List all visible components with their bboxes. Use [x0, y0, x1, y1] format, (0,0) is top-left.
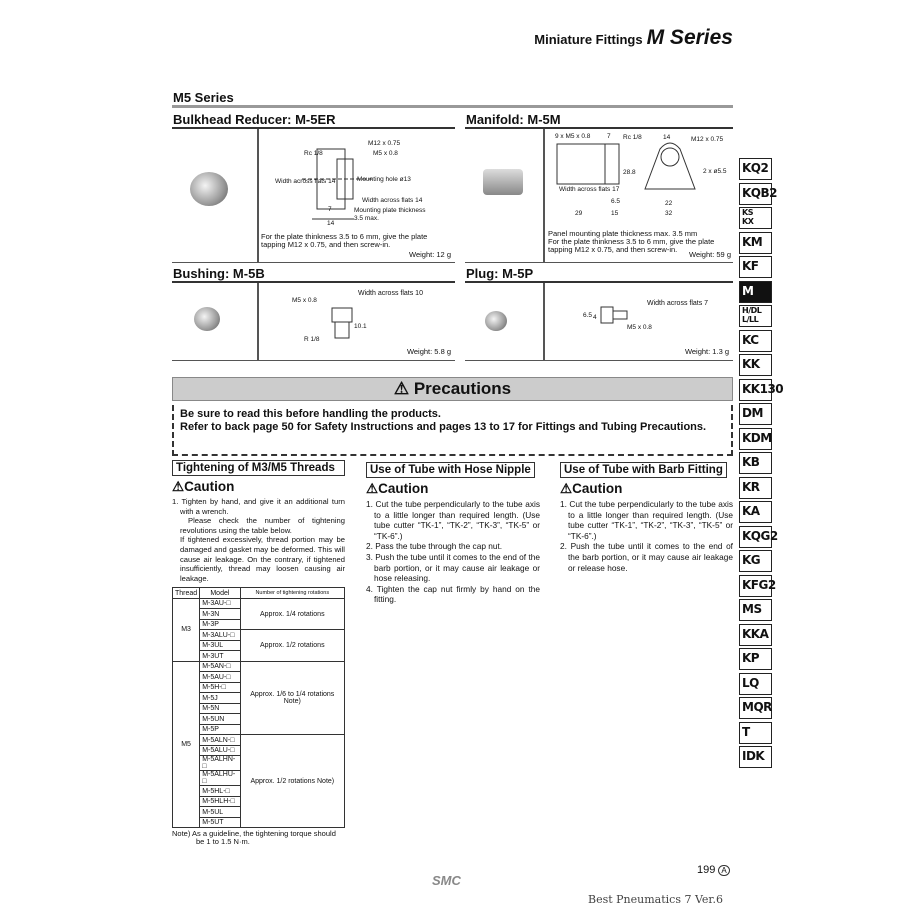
tab-kb[interactable]: KB — [739, 452, 772, 474]
caution-item: 1. Cut the tube perpendicularly to the tube axis to a little longer than required length. (Use tube cutter “TK-1”, “TK-2”, “TK-3”, “TK-5” or “TK-6”.) — [560, 499, 733, 541]
product-title-manifold: Manifold: M-5M — [466, 112, 561, 127]
caution-item: 1. Cut the tube perpendicularly to the tube axis to a little longer than required length. (Use tube cutter “TK-1”, “TK-2”, “TK-3”, “TK-5” or “TK-6”.) — [366, 499, 540, 541]
caution-item: 1. Tighten by hand, and give it an additional turn with a wrench. — [172, 497, 345, 516]
tab-kr[interactable]: KR — [739, 477, 772, 499]
svg-text:Mounting hole ø13: Mounting hole ø13 — [357, 176, 411, 183]
model-cell: M-5ALU-□ — [200, 745, 240, 756]
intro-line: Refer to back page 50 for Safety Instructions and pages 13 to 17 for Fittings and Tubing Precautions. — [180, 421, 707, 433]
tab-kdm[interactable]: KDM — [739, 428, 772, 450]
column-tightening — [172, 460, 345, 846]
width-across-flats-label: Width across flats 7 — [647, 300, 709, 307]
table-row — [173, 661, 345, 672]
product-note: For the plate thinkness 3.5 to 6 mm, give the plate tapping M12 x 0.75, and then screw-in. — [548, 237, 715, 254]
warning-icon: ⚠ — [560, 481, 573, 496]
product-panel-plug — [465, 283, 733, 361]
svg-text:9 x M5 x 0.8: 9 x M5 x 0.8 — [555, 133, 591, 140]
divider — [257, 283, 259, 360]
thread-cell: M5 — [173, 661, 200, 828]
dimension-drawing — [575, 293, 730, 338]
product-weight: Weight: 12 g — [409, 250, 451, 259]
product-title-bushing: Bushing: M-5B — [173, 266, 265, 281]
caution-heading: ⚠Caution — [366, 481, 429, 496]
svg-text:M12 x 0.75: M12 x 0.75 — [691, 136, 724, 143]
caution-item: 3. Push the tube until it comes to the end of the barb portion, or it may cause air leakage or hose releasing. — [366, 551, 540, 584]
column-title: Tightening of M3/M5 Threads — [172, 460, 345, 476]
rotation-cell: Approx. 1/2 rotations Note) — [240, 735, 344, 828]
column-title: Use of Tube with Barb Fitting — [560, 462, 727, 478]
model-cell: M-3ALU-□ — [200, 630, 240, 641]
svg-text:6.5: 6.5 — [583, 312, 593, 319]
tab-kf[interactable]: KF — [739, 256, 772, 278]
svg-text:15: 15 — [611, 210, 619, 217]
svg-text:M5 x 0.8: M5 x 0.8 — [627, 324, 652, 331]
product-note: Panel mounting plate thickness max. 3.5 mm — [548, 229, 698, 238]
tab-dm[interactable]: DM — [739, 403, 772, 425]
model-cell: M-5UL — [200, 807, 240, 818]
divider — [543, 283, 545, 360]
svg-text:7: 7 — [328, 206, 332, 213]
tab-ks-kx[interactable]: KS KX — [739, 207, 772, 229]
tab-kk[interactable]: KK — [739, 354, 772, 376]
product-photo — [483, 169, 523, 195]
rotation-cell: Approx. 1/6 to 1/4 rotations Note) — [240, 661, 344, 735]
product-note: For the plate thinkness 3.5 to 6 mm, give the plate tapping M12 x 0.75, and then screw-in. — [261, 232, 428, 249]
header-series: M Series — [646, 26, 733, 49]
page-header — [534, 26, 733, 50]
model-cell: M-5HL-□ — [200, 786, 240, 797]
warning-icon: ⚠ — [172, 479, 185, 494]
model-cell: M-5ALHN-□ — [200, 756, 240, 771]
model-cell: M-5HLH-□ — [200, 796, 240, 807]
tab-kp[interactable]: KP — [739, 648, 772, 670]
tightening-table — [172, 587, 345, 828]
model-cell: M-5ALN-□ — [200, 735, 240, 746]
svg-text:14: 14 — [663, 134, 671, 141]
caution-item: 4. Tighten the cap nut firmly by hand on the fitting. — [366, 583, 540, 605]
model-cell: M-5UT — [200, 817, 240, 828]
svg-text:3.5 max.: 3.5 max. — [354, 215, 379, 222]
table-row — [173, 598, 345, 609]
svg-text:10.1: 10.1 — [354, 323, 367, 330]
svg-text:Width across flats 14: Width across flats 14 — [362, 197, 423, 204]
column-barb-fitting — [560, 460, 733, 573]
divider — [257, 129, 259, 262]
caution-heading: ⚠Caution — [172, 479, 235, 494]
dimension-drawing — [545, 129, 733, 224]
tab-kk130[interactable]: KK130 — [739, 379, 772, 401]
column-title: Use of Tube with Hose Nipple — [366, 462, 535, 478]
product-weight: Weight: 59 g — [689, 250, 731, 259]
model-cell: M-3UT — [200, 651, 240, 662]
model-cell: M-3P — [200, 619, 240, 630]
svg-text:Mounting plate thickness: Mounting plate thickness — [354, 207, 426, 214]
product-title-plug: Plug: M-5P — [466, 266, 534, 281]
table-note: Note) As a guideline, the tightening torque should be 1 to 1.5 N·m. — [172, 829, 336, 847]
precautions-title: Precautions — [413, 379, 512, 398]
svg-text:M5 x 0.8: M5 x 0.8 — [373, 150, 398, 157]
model-cell: M-5J — [200, 693, 240, 704]
model-cell: M-5H-□ — [200, 682, 240, 693]
svg-text:R 1/8: R 1/8 — [304, 336, 320, 343]
product-panel-manifold — [465, 129, 733, 263]
model-cell: M-5P — [200, 724, 240, 735]
tab-kfg2[interactable]: KFG2 — [739, 575, 772, 597]
caution-item: 2. Push the tube until it comes to the end of the barb portion, or it may cause air leakage or release hose. — [560, 541, 733, 573]
caution-item: 2. Pass the tube through the cap nut. — [366, 541, 503, 552]
tab-t[interactable]: T — [739, 722, 772, 744]
svg-text:28.8: 28.8 — [623, 169, 636, 176]
product-panel-bushing — [172, 283, 455, 361]
caution-item: If tightened excessively, thread portion may be damaged and gasket may be deformed. This will cause air leakage. On the contrary, if tightened insufficiently, thread may loosen causing air leakage. — [180, 535, 345, 583]
model-cell: M-3UL — [200, 640, 240, 651]
model-cell: M-5UN — [200, 714, 240, 725]
section-title: M5 Series — [173, 90, 234, 105]
smc-logo: SMC — [432, 873, 461, 888]
tab-m[interactable]: M — [739, 281, 772, 303]
svg-text:6.5: 6.5 — [611, 198, 621, 205]
product-photo — [190, 172, 228, 206]
precautions-banner — [172, 377, 733, 401]
tab-kqg2[interactable]: KQG2 — [739, 526, 772, 548]
model-cell: M-5N — [200, 703, 240, 714]
svg-text:M12 x 0.75: M12 x 0.75 — [368, 140, 401, 147]
svg-text:2 x ø5.5: 2 x ø5.5 — [703, 168, 727, 175]
caution-item: Please check the number of tightening revolutions using the table below. — [180, 516, 345, 535]
svg-text:Rc 1/8: Rc 1/8 — [623, 134, 642, 141]
caution-heading: ⚠Caution — [560, 481, 623, 496]
product-weight: Weight: 1.3 g — [684, 347, 729, 356]
tab-lq[interactable]: LQ — [739, 673, 772, 695]
width-across-flats-label: Width across flats 10 — [358, 290, 423, 297]
tab-ka[interactable]: KA — [739, 501, 772, 523]
column-hose-nipple — [366, 460, 540, 605]
svg-text:32: 32 — [665, 210, 673, 217]
svg-text:4: 4 — [593, 314, 597, 321]
warning-icon: ⚠ — [393, 379, 414, 398]
dimension-drawing — [262, 283, 452, 348]
product-panel-bulkhead — [172, 129, 455, 263]
header-title: Miniature Fittings — [534, 32, 643, 47]
precautions-intro — [172, 405, 733, 456]
tab-ms[interactable]: MS — [739, 599, 772, 621]
tab-kqb2[interactable]: KQB2 — [739, 183, 772, 205]
table-header: Thread — [173, 588, 200, 599]
product-weight: Weight: 5.8 g — [406, 347, 451, 356]
table-header: Number of tightening rotations — [240, 588, 344, 599]
tab-km[interactable]: KM — [739, 232, 772, 254]
tab-kka[interactable]: KKA — [739, 624, 772, 646]
warning-icon: ⚠ — [366, 481, 379, 496]
model-cell: M-3AU-□ — [200, 598, 240, 609]
dimension-drawing — [262, 129, 452, 234]
model-cell: M-3N — [200, 609, 240, 620]
tab-mqr[interactable]: MQR — [739, 697, 772, 719]
svg-text:Width across flats 14: Width across flats 14 — [275, 178, 336, 185]
intro-line: Be sure to read this before handling the products. — [180, 408, 441, 420]
book-edition: Best Pneumatics 7 Ver.6 — [588, 893, 723, 906]
svg-text:Rc 1/8: Rc 1/8 — [304, 150, 323, 157]
tab-kc[interactable]: KC — [739, 330, 772, 352]
rotation-cell: Approx. 1/2 rotations — [240, 630, 344, 662]
divider — [172, 105, 733, 108]
page-number: 199 A — [697, 864, 730, 876]
rotation-cell: Approx. 1/4 rotations — [240, 598, 344, 630]
product-photo — [194, 307, 220, 331]
svg-text:22: 22 — [665, 200, 673, 207]
svg-text:Width across flats 17: Width across flats 17 — [559, 186, 620, 193]
svg-text:29: 29 — [575, 210, 583, 217]
tab-h-dl-l-ll[interactable]: H/DL L/LL — [739, 305, 772, 327]
tab-idk[interactable]: IDK — [739, 746, 772, 768]
thread-cell: M3 — [173, 598, 200, 661]
table-header: Model — [200, 588, 240, 599]
svg-text:14: 14 — [327, 220, 335, 227]
tab-kg[interactable]: KG — [739, 550, 772, 572]
product-photo — [485, 311, 507, 331]
model-cell: M-5ALHU-□ — [200, 771, 240, 786]
svg-text:7: 7 — [607, 133, 611, 140]
svg-text:M5 x 0.8: M5 x 0.8 — [292, 297, 317, 304]
product-title-bulkhead: Bulkhead Reducer: M-5ER — [173, 112, 336, 127]
tab-kq2[interactable]: KQ2 — [739, 158, 772, 180]
model-cell: M-5AU-□ — [200, 672, 240, 683]
model-cell: M-5AN-□ — [200, 661, 240, 672]
